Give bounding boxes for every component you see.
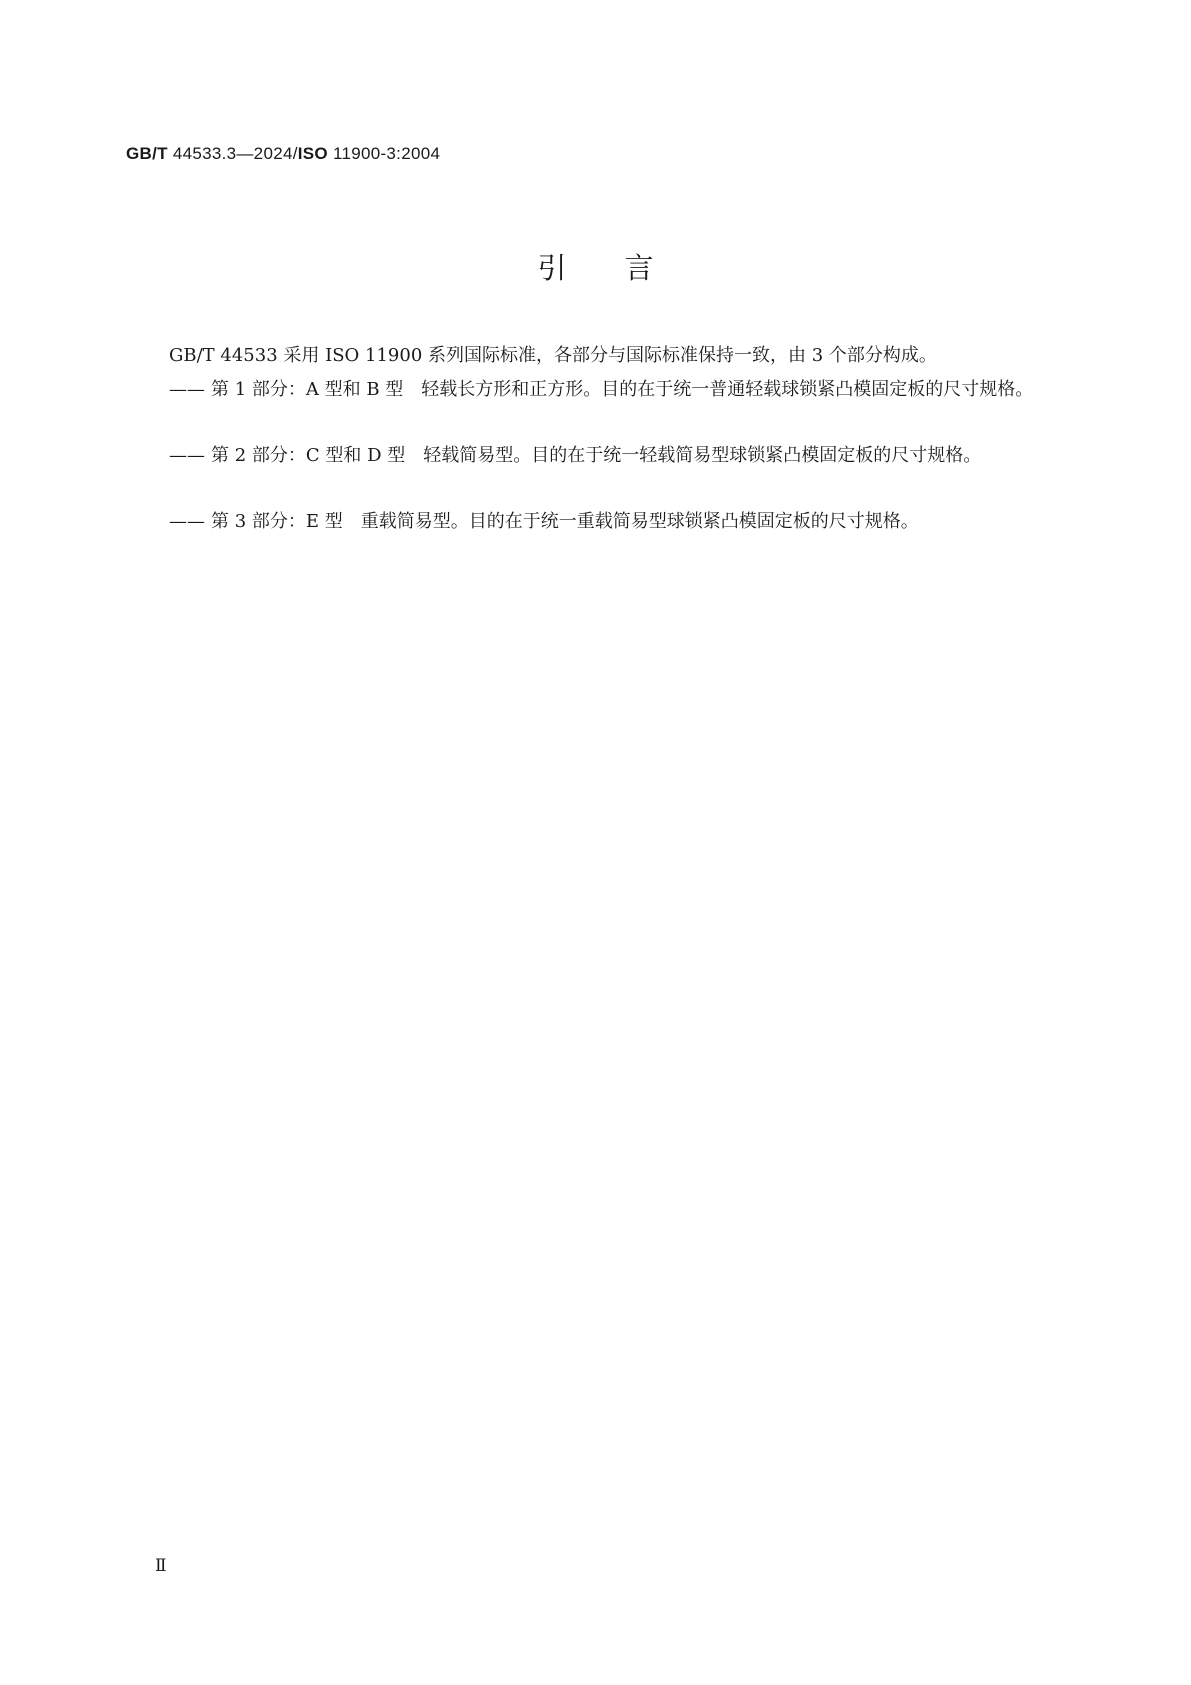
page-title: 引言	[537, 251, 712, 285]
list-item-text: 第 3 部分：E 型 重载简易型。目的在于统一重载简易型球锁紧凸模固定板的尺寸规格。	[211, 511, 919, 532]
standard-code-prefix: GB/T	[126, 144, 168, 163]
list-item-part-2	[169, 439, 1057, 472]
list-item-text: 第 2 部分：C 型和 D 型 轻载简易型。目的在于统一轻载简易型球锁紧凸模固定板的尺寸规格。	[211, 445, 982, 466]
list-item-part-1	[169, 373, 1057, 406]
list-item-text: 第 1 部分：A 型和 B 型 轻载长方形和正方形。目的在于统一普通轻载球锁紧凸模固定板的尺寸规格。	[211, 379, 1034, 400]
list-dash: ——	[169, 379, 205, 400]
intro-paragraph: GB/T 44533 采用 ISO 11900 系列国际标准，各部分与国际标准保持一致，由 3 个部分构成。	[169, 345, 937, 366]
page-number: Ⅱ	[155, 1556, 167, 1575]
list-dash: ——	[169, 445, 205, 466]
list-dash: ——	[169, 511, 205, 532]
list-item-part-3	[169, 505, 1057, 538]
standard-code	[126, 144, 440, 164]
standard-code-iso: ISO	[297, 144, 328, 163]
standard-code-number: 44533.3—2024/	[167, 144, 298, 163]
standard-code-iso-number: 11900-3:2004	[327, 144, 441, 163]
